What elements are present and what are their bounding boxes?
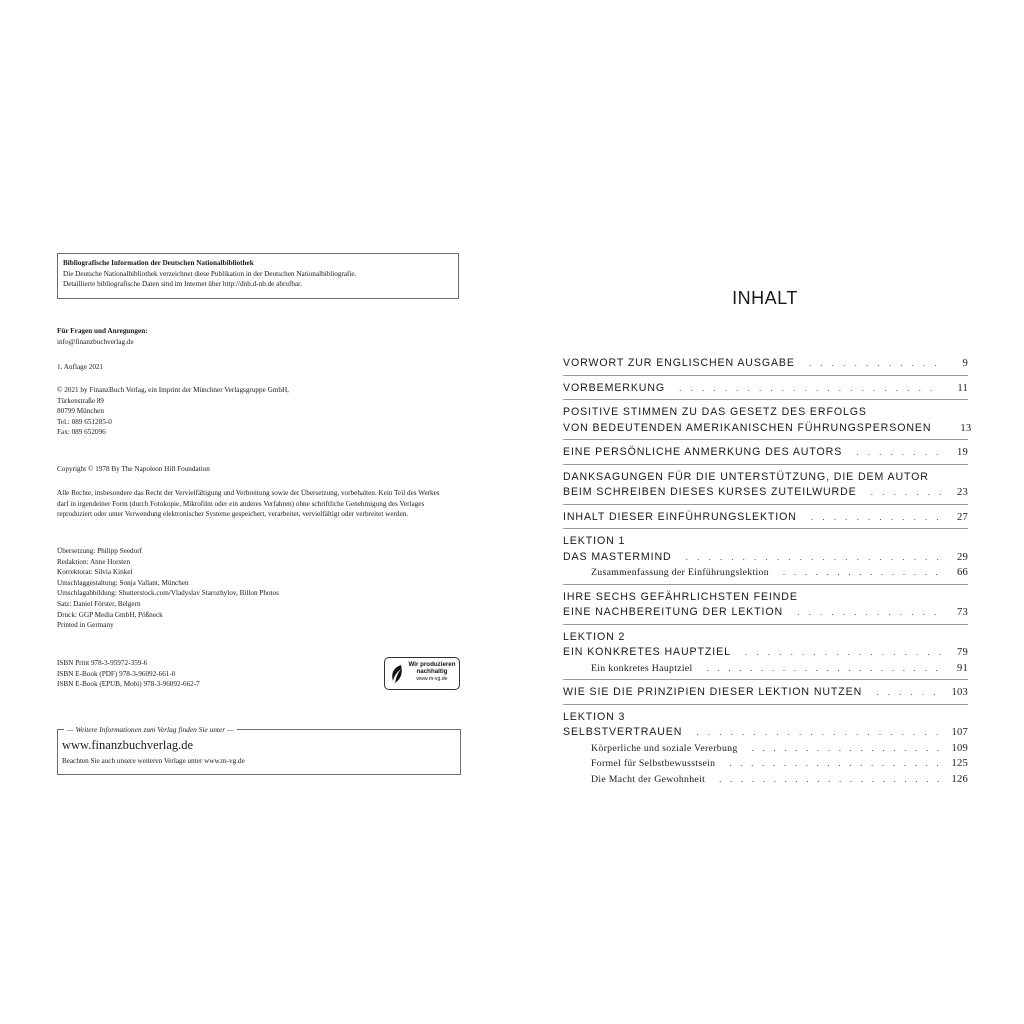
toc-row[interactable]: [563, 445, 968, 461]
toc-separator: [563, 704, 968, 705]
toc-subentry[interactable]: [563, 772, 968, 788]
toc-entry-title: INHALT DIESER EINFÜHRUNGSLEKTION: [563, 510, 797, 523]
toc-leader-dots: [783, 565, 942, 581]
toc-entry[interactable]: [563, 590, 968, 621]
rights-line: Alle Rechte, insbesondere das Recht der Vervielfältigung und Verbreitung sowie der Übersetzung, vorbehalten. Kein Teil des Werkes: [57, 489, 440, 497]
toc-entry-title: POSITIVE STIMMEN ZU DAS GESETZ DES ERFOLGS: [563, 406, 867, 418]
contact-email[interactable]: info@finanzbuchverlag.de: [57, 337, 134, 346]
toc-row[interactable]: [563, 645, 968, 661]
toc-separator: [563, 679, 968, 680]
toc-entry-title: EIN KONKRETES HAUPTZIEL: [563, 646, 731, 658]
toc-page-number: 23: [957, 487, 968, 498]
biblio-title: Bibliografische Information der Deutschen Nationalbibliothek: [63, 259, 254, 267]
biblio-line: Detaillierte bibliografische Daten sind im Internet über http://dnb.d-nb.de abrufbar.: [63, 280, 302, 288]
contact-label: Für Fragen und Anregungen:: [57, 327, 148, 335]
credit-line: Druck: GGP Media GmbH, Pößneck: [57, 610, 163, 619]
edition-block: [57, 362, 103, 373]
info-legend: — Weitere Informationen zum Verlag finden Sie unter —: [64, 724, 237, 735]
toc-page-number: 19: [957, 447, 968, 458]
toc-row[interactable]: [563, 485, 968, 501]
sustainability-badge: [384, 657, 460, 690]
isbn-line: ISBN E-Book (PDF) 978-3-96092-661-0: [57, 669, 176, 678]
toc-entry-title: SELBSTVERTRAUEN: [563, 726, 683, 738]
toc-row[interactable]: [563, 421, 972, 437]
info-note: Beachten Sie auch unsere weiteren Verlage unter www.m-vg.de: [62, 757, 245, 765]
toc-row[interactable]: [563, 510, 968, 526]
toc-page-number: 9: [962, 358, 968, 369]
credit-line: Korrektorat: Silvia Kinkel: [57, 568, 133, 577]
toc-page-number: 107: [951, 727, 968, 738]
toc-entry[interactable]: [563, 510, 968, 526]
toc-leader-dots: [707, 661, 942, 677]
toc-page-number: 109: [951, 742, 968, 754]
toc-entry-title: Ein konkretes Hauptziel: [591, 662, 693, 674]
toc-entry-title: LEKTION 3: [563, 710, 626, 723]
toc-row[interactable]: [563, 470, 968, 486]
toc-leader-dots: [811, 510, 942, 526]
credit-line: Übersetzung: Philipp Seedorf: [57, 547, 143, 555]
toc-entry-title: WIE SIE DIE PRINZIPIEN DIESER LEKTION NUTZEN: [563, 686, 863, 698]
rights-line: darf in irgendeiner Form (durch Fotokopie, Mikrofilm oder ein anderes Verfahren) ohne schriftliche Genehmigung des Verlages: [57, 499, 425, 508]
badge-line: Wir produzieren: [408, 661, 456, 668]
toc-entry[interactable]: [563, 381, 968, 397]
toc-page-number: 91: [957, 662, 968, 674]
toc-page-number: 27: [957, 511, 968, 523]
toc-leader-dots: [856, 445, 942, 461]
toc-row[interactable]: [563, 356, 968, 372]
toc-page-number: 66: [957, 567, 968, 578]
toc-entry-title: VORWORT ZUR ENGLISCHEN AUSGABE: [563, 357, 795, 369]
toc-separator: [563, 464, 968, 465]
toc-subentry[interactable]: [563, 661, 968, 677]
toc-subentry[interactable]: [563, 741, 968, 757]
toc-entry-title: LEKTION 1: [563, 535, 626, 547]
rights-line: reproduziert oder unter Verwendung elektronischer Systeme gespeichert, verarbeitet, vervielfältigt oder verbreitet werden.: [57, 510, 409, 519]
credits-block: [57, 546, 279, 631]
credit-line: Umschlagabbildung: Shutterstock.com/Vladyslav Starozhylov, Billon Photos: [57, 589, 279, 598]
leaf-icon: [390, 664, 404, 684]
toc-subentry[interactable]: [563, 756, 968, 772]
toc-separator: [563, 439, 968, 440]
bibliographic-info-box: [57, 253, 459, 299]
copyright-line: 80799 München: [57, 407, 104, 416]
toc-page-number: 73: [957, 607, 968, 618]
original-copyright: Copyright © 1978 By The Napoleon Hill Foundation: [57, 465, 210, 473]
toc-entry[interactable]: [563, 685, 968, 701]
toc-entry[interactable]: [563, 356, 968, 372]
edition-text: 1. Auflage 2021: [57, 363, 104, 371]
publisher-url-link[interactable]: www.finanzbuchverlag.de: [62, 738, 194, 752]
toc-row[interactable]: [563, 605, 968, 621]
toc-leader-dots: [745, 645, 942, 661]
toc-entry[interactable]: [563, 710, 968, 788]
toc-page-number: 103: [951, 687, 968, 698]
toc-entry[interactable]: [563, 630, 968, 677]
toc-entry-title: DANKSAGUNGEN FÜR DIE UNTERSTÜTZUNG, DIE DEM AUTOR: [563, 470, 929, 483]
toc-page-number: 11: [957, 382, 968, 394]
biblio-line: Die Deutsche Nationalbibliothek verzeichnet diese Publikation in der Deutschen Nationalbibliografie.: [63, 269, 357, 278]
toc-leader-dots: [809, 356, 942, 372]
toc-separator: [563, 584, 968, 585]
isbn-block: [57, 658, 200, 690]
toc-row[interactable]: [563, 381, 968, 397]
toc-title: INHALT: [732, 288, 798, 308]
toc-leader-dots: [679, 381, 942, 397]
info-legend-text: Weitere Informationen zum Verlag finden Sie unter: [75, 725, 226, 734]
toc-row[interactable]: [563, 550, 968, 566]
toc-leader-dots: [696, 725, 942, 741]
toc-leader-dots: [797, 605, 942, 621]
toc-page-number: 29: [957, 551, 968, 563]
badge-url: www.m-vg.de: [416, 675, 448, 682]
toc-entry[interactable]: [563, 534, 968, 581]
toc-entry[interactable]: [563, 445, 968, 461]
credit-line: Satz: Daniel Förster, Belgern: [57, 599, 141, 608]
toc-entry-title: EINE PERSÖNLICHE ANMERKUNG DES AUTORS: [563, 446, 843, 458]
badge-text: [405, 661, 459, 683]
copyright-line: Fax: 089 652096: [57, 428, 106, 437]
toc-entry[interactable]: [563, 405, 972, 436]
toc-page-number: 79: [957, 647, 968, 658]
toc-entry-title: VON BEDEUTENDEN AMERIKANISCHEN FÜHRUNGSPERSONEN: [563, 421, 932, 434]
toc-leader-dots: [871, 485, 942, 501]
toc-separator: [563, 504, 968, 505]
toc-row[interactable]: [563, 590, 968, 606]
toc-entry-title: EINE NACHBEREITUNG DER LEKTION: [563, 606, 784, 618]
toc-entry-title: DAS MASTERMIND: [563, 550, 672, 563]
toc-page-number: 125: [951, 758, 968, 769]
toc-entry-title: Die Macht der Gewohnheit: [591, 773, 706, 785]
toc-row[interactable]: [563, 725, 968, 741]
credit-line: Redaktion: Anne Horsten: [57, 557, 131, 566]
table-of-contents: [563, 356, 972, 787]
toc-separator: [563, 375, 968, 376]
toc-leader-dots: [752, 741, 942, 757]
toc-row[interactable]: [563, 630, 968, 646]
credit-line: Umschlaggestaltung: Sonja Vallant, München: [57, 578, 189, 587]
rights-block: [57, 488, 467, 520]
toc-row[interactable]: [563, 534, 968, 550]
toc-entry-title: Formel für Selbstbewusstsein: [591, 758, 716, 769]
copyright-line: Türkenstraße 89: [57, 396, 104, 405]
toc-row[interactable]: [563, 405, 968, 421]
toc-page-number: 13: [960, 422, 972, 434]
toc-leader-dots: [876, 685, 942, 701]
publisher-copyright-block: [57, 385, 289, 438]
credit-line: Printed in Germany: [57, 621, 114, 630]
copyright-line: © 2021 by FinanzBuch Verlag, ein Imprint der Münchner Verlagsgruppe GmbH,: [57, 386, 289, 394]
toc-page-number: 126: [951, 773, 968, 785]
toc-separator: [563, 399, 968, 400]
original-copyright-block: [57, 464, 210, 475]
toc-separator: [563, 528, 968, 529]
isbn-line: ISBN E-Book (EPUB, Mobi) 978-3-96092-662-7: [57, 680, 200, 689]
publisher-info-box: [57, 725, 461, 775]
toc-entry-title: IHRE SECHS GEFÄHRLICHSTEN FEINDE: [563, 590, 798, 603]
copyright-line: Tel.: 089 651285-0: [57, 417, 112, 426]
toc-entry-title: Zusammenfassung der Einführungslektion: [591, 567, 769, 578]
toc-entry-title: LEKTION 2: [563, 630, 626, 643]
toc-entry-title: BEIM SCHREIBEN DIESES KURSES ZUTEILWURDE: [563, 486, 857, 498]
contact-block: [57, 326, 148, 347]
badge-line: nachhaltig: [416, 668, 448, 676]
toc-row[interactable]: [563, 685, 968, 701]
toc-leader-dots: [686, 550, 942, 566]
toc-subentry[interactable]: [563, 565, 968, 581]
toc-row[interactable]: [563, 710, 968, 726]
isbn-line: ISBN Print 978-3-95972-359-6: [57, 659, 148, 667]
toc-entry-title: Körperliche und soziale Vererbung: [591, 742, 738, 754]
toc-separator: [563, 624, 968, 625]
toc-entry-title: VORBEMERKUNG: [563, 381, 666, 394]
toc-entry[interactable]: [563, 470, 968, 501]
toc-leader-dots: [719, 772, 942, 788]
toc-leader-dots: [729, 756, 942, 772]
